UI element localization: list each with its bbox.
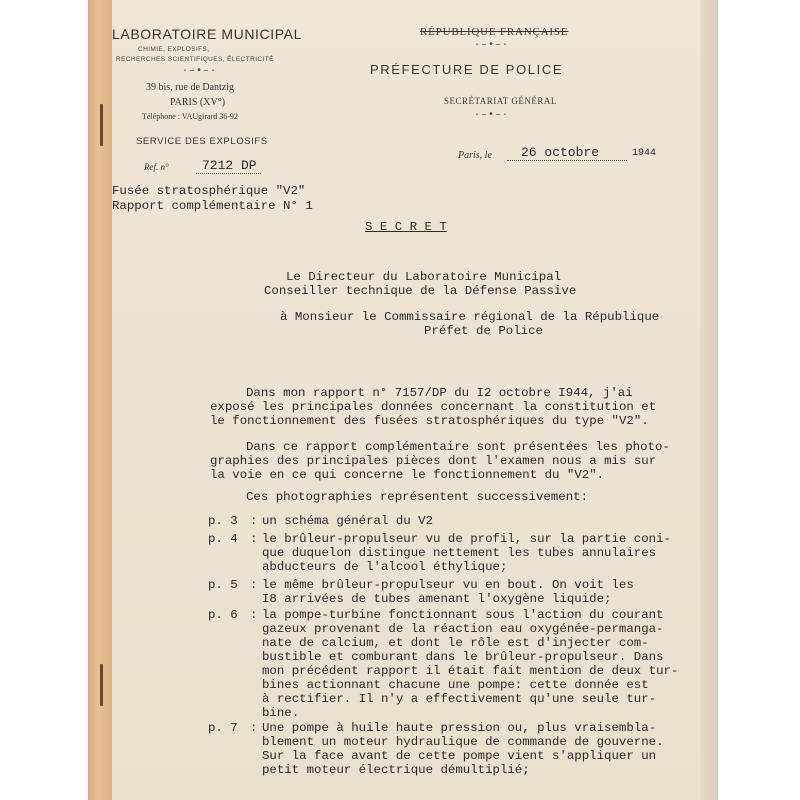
item-text-line: Sur la face avant de cette pompe vient s'appliquer un	[262, 749, 657, 763]
item-text-line: petit moteur électrique démultiplié;	[262, 763, 530, 777]
ref-label: Ref. n°	[144, 162, 169, 172]
item-text-line: bine.	[262, 706, 300, 720]
item-text-line: nate de calcium, et dont le rôle est d'injecter com-	[262, 636, 649, 650]
para3-line1: Ces photographies représentent successivement:	[246, 490, 589, 504]
item-text-line: blement un moteur hydraulique de commande de gouverne.	[262, 735, 664, 749]
date-value: 26 octobre	[507, 145, 627, 161]
item-page: p. 3	[208, 514, 238, 528]
item-text-line: bines actionnant chacune une pompe: cette donnée est	[262, 678, 649, 692]
item-text-line: Une pompe à huile haute pression ou, plus vraisembla-	[262, 721, 657, 735]
para1-line3: le fonctionnement des fusées stratosphériques du type "V2".	[210, 414, 649, 428]
item-page: p. 6	[208, 608, 238, 622]
item-text-line: que duquelon distingue nettement les tubes annulaires	[262, 546, 657, 560]
ornament-right-1: ·–•–·	[474, 40, 510, 51]
ornament-left: ·–•–·	[182, 66, 218, 77]
sender-line-1: Le Directeur du Laboratoire Municipal	[286, 270, 562, 284]
item-separator: :	[250, 721, 258, 735]
prefecture-header: PRÉFECTURE DE POLICE	[370, 62, 564, 77]
item-text-line: la pompe-turbine fonctionnant sous l'action du courant	[262, 608, 664, 622]
page-edge-shadow	[700, 0, 718, 800]
document-page	[112, 0, 716, 800]
para2-line3: la voie en ce qui concerne le fonctionnement du "V2".	[210, 468, 605, 482]
item-page: p. 5	[208, 578, 238, 592]
item-text-line: le même brûleur-propulseur vu en bout. On voit les	[262, 578, 634, 592]
item-text-line: à rectifier. Il n'y a effectivement qu'une seule tur-	[262, 692, 657, 706]
item-text-line: mon précédent rapport il était fait mention de deux tur-	[262, 664, 679, 678]
para1-line2: exposé les principales données concernant la constitution et	[210, 400, 657, 414]
sender-line-2: Conseiller technique de la Défense Passive	[264, 284, 577, 298]
classification-label: S E C R E T	[365, 220, 447, 234]
item-text-line: I8 arrivées de tubes amenant l'oxygène liquide;	[262, 592, 612, 606]
item-text-line: le brûleur-propulseur vu de profil, sur la partie coni-	[262, 532, 671, 546]
lab-city: PARIS (XV°)	[170, 97, 226, 108]
staple-bottom	[100, 664, 103, 706]
para2-line1: Dans ce rapport complémentaire sont présentées les photo-	[246, 440, 670, 454]
secretariat-header: SECRÉTARIAT GÉNÉRAL	[444, 96, 557, 106]
year-value: 1944	[632, 148, 657, 159]
lab-subtitle-1: CHIMIE, EXPLOSIFS,	[138, 46, 210, 53]
item-separator: :	[250, 532, 258, 546]
recipient-line-2: Préfet de Police	[424, 324, 543, 338]
para2-line2: graphies des principales pièces dont l'examen nous a mis sur	[210, 454, 657, 468]
ref-value: 7212 DP	[196, 158, 261, 174]
place-label: Paris, le	[458, 150, 492, 161]
item-text: un schéma général du V2	[262, 514, 434, 528]
service-name: SERVICE DES EXPLOSIFS	[136, 136, 268, 147]
ornament-right-2: ·–•–·	[474, 110, 510, 121]
item-page: p. 7	[208, 721, 238, 735]
item-text-line: gazeux provenant de la réaction eau oxygénée-permanga-	[262, 622, 664, 636]
lab-name: LABORATOIRE MUNICIPAL	[112, 26, 302, 42]
item-text-line: abducteurs de l'alcool éthylique;	[262, 560, 508, 574]
item-separator: :	[250, 608, 258, 622]
subject-line-2: Rapport complémentaire N° 1	[112, 199, 313, 213]
item-separator: :	[250, 514, 258, 528]
lab-phone: Téléphone : VAUgirard 36-92	[142, 112, 238, 121]
lab-subtitle-2: RECHERCHES SCIENTIFIQUES, ÉLECTRICITÉ	[116, 56, 274, 63]
item-separator: :	[250, 578, 258, 592]
staple-top	[100, 104, 103, 146]
recipient-line-1: à Monsieur le Commissaire régional de la République	[280, 310, 660, 324]
republic-header: RÉPUBLIQUE FRANÇAISE	[420, 26, 569, 38]
item-text-line: bustible et comburant dans le brûleur-propulseur. Dans	[262, 650, 664, 664]
para1-line1: Dans mon rapport n° 7157/DP du I2 octobre I944, j'ai	[246, 386, 633, 400]
subject-line-1: Fusée stratosphérique "V2"	[112, 184, 306, 198]
lab-address: 39 bis, rue de Dantzig	[146, 82, 235, 93]
item-page: p. 4	[208, 532, 238, 546]
